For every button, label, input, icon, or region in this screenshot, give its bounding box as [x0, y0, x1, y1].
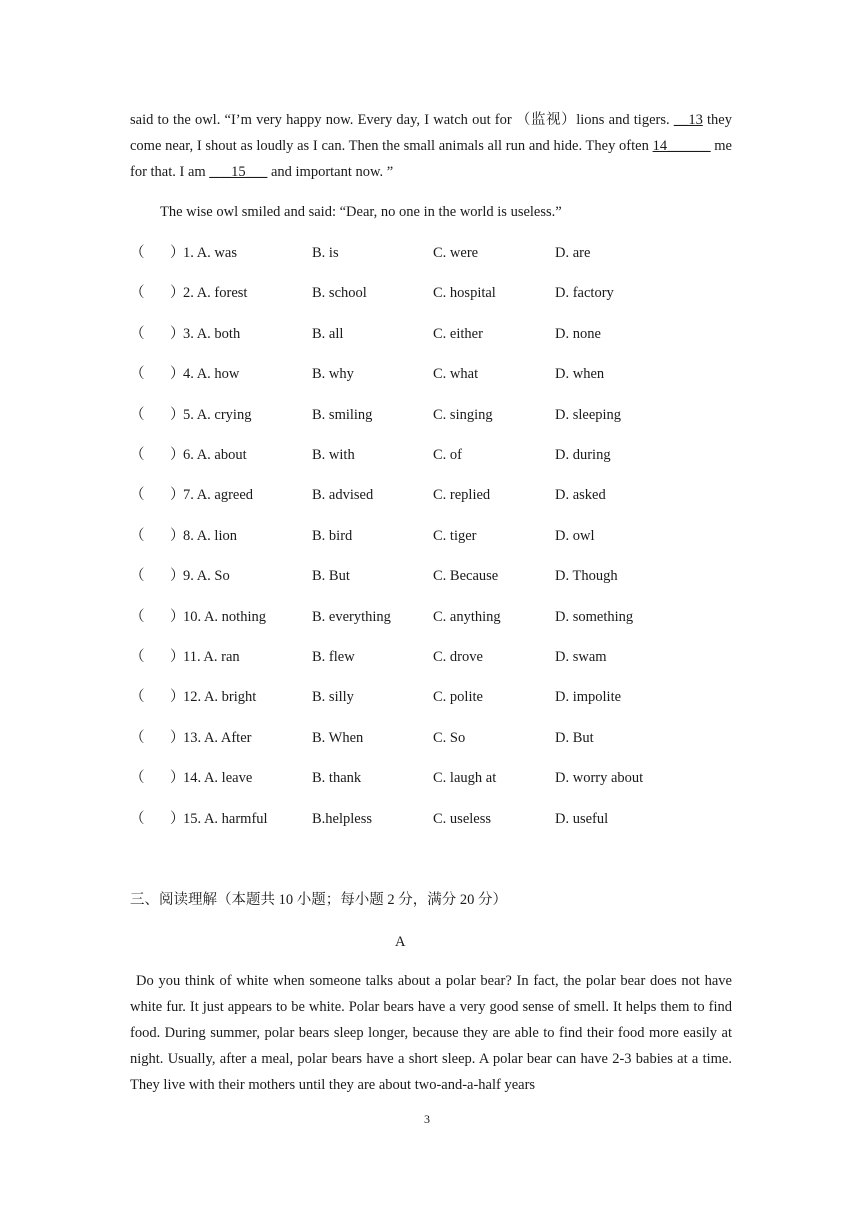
option-b: B. school	[312, 285, 367, 302]
answer-bracket: （	[130, 487, 145, 504]
option-c: C. of	[433, 447, 462, 463]
option-b: B. with	[312, 447, 355, 463]
answer-bracket: （	[130, 447, 145, 463]
option-d: D. when	[555, 366, 605, 383]
answer-bracket: （	[130, 649, 145, 665]
question-row	[130, 283, 750, 303]
answer-bracket: ）	[170, 325, 185, 342]
option-a: 3. A. both	[183, 325, 241, 342]
option-d: D. Though	[555, 568, 618, 585]
option-a: 10. A. nothing	[183, 608, 266, 625]
option-c: C. So	[433, 729, 466, 746]
section-title: 三、阅读理解（本题共 10 小题；每小题 2 分，满分 20 分）	[130, 892, 507, 908]
option-c: C. anything	[433, 608, 501, 625]
option-a: 7. A. agreed	[183, 487, 254, 504]
answer-bracket: （	[130, 406, 145, 423]
answer-bracket: （	[130, 527, 145, 544]
answer-bracket: ）	[170, 245, 185, 261]
option-d: D. worry about	[555, 770, 644, 787]
option-a: 13. A. After	[183, 729, 252, 746]
option-d: D. asked	[555, 487, 606, 504]
option-d: D. sleeping	[555, 406, 622, 423]
option-d: D. factory	[555, 285, 614, 302]
option-a: 5. A. crying	[183, 406, 252, 423]
answer-bracket: ）	[170, 568, 185, 585]
answer-bracket: ）	[170, 447, 185, 463]
option-d: D. are	[555, 245, 591, 261]
option-d: D. But	[555, 729, 594, 746]
question-row	[130, 405, 750, 425]
option-c: C. useless	[433, 810, 491, 827]
option-a: 14. A. leave	[183, 770, 253, 787]
answer-bracket: （	[130, 770, 145, 787]
option-a: 4. A. how	[183, 366, 240, 383]
passage-a: Do you think of white when someone talks about a polar bear? In fact, the polar bear does not have white fur. It just appears to be white. Polar bears have a very good sense of smell. It helps them to find food. During summer, polar bears sleep longer, because they are able to find their food more easily at night. Usually, after a meal, polar bears have a short sleep. A polar bear can have 2-3 babies at a time. They live with their mothers until they are about two-and-a-half years	[130, 973, 732, 1093]
question-row	[130, 243, 750, 263]
question-row	[130, 526, 750, 546]
passage-text: said to the owl. “I’m very happy now. Every day, I watch out for （监视）lions and tigers.	[130, 112, 674, 128]
answer-bracket: ）	[170, 729, 185, 746]
option-b: B. advised	[312, 487, 374, 504]
question-row	[130, 607, 750, 627]
answer-bracket: ）	[170, 608, 185, 625]
blank-14: 14______	[652, 138, 711, 154]
question-row	[130, 768, 750, 788]
passage-text: me for that. I am	[130, 138, 732, 180]
question-row	[130, 687, 750, 707]
option-a: 11. A. ran	[183, 649, 240, 665]
answer-bracket: ）	[170, 810, 185, 827]
option-a: 1. A. was	[183, 245, 237, 261]
page-number: 3	[424, 1112, 430, 1126]
answer-bracket: （	[130, 689, 145, 706]
option-c: C. Because	[433, 568, 499, 585]
answer-bracket: ）	[170, 689, 185, 706]
option-a: 8. A. lion	[183, 527, 237, 544]
question-row	[130, 324, 750, 344]
option-c: C. were	[433, 245, 479, 261]
option-c: C. what	[433, 366, 479, 383]
question-row	[130, 445, 750, 465]
question-row	[130, 364, 750, 384]
option-c: C. either	[433, 325, 483, 342]
option-d: D. something	[555, 608, 634, 625]
answer-bracket: （	[130, 285, 145, 302]
blank-13: __13	[673, 112, 703, 128]
option-b: B. why	[312, 366, 354, 383]
passage-text: and important now. ”	[267, 164, 394, 180]
question-row	[130, 647, 750, 667]
answer-bracket: （	[130, 608, 145, 625]
answer-bracket: ）	[170, 649, 185, 665]
option-d: D. during	[555, 447, 611, 463]
answer-bracket: ）	[170, 366, 185, 383]
option-b: B. flew	[312, 649, 355, 665]
answer-bracket: （	[130, 568, 145, 585]
answer-bracket: （	[130, 245, 145, 261]
option-c: C. hospital	[433, 285, 496, 302]
option-b: B. But	[312, 568, 350, 585]
option-c: C. polite	[433, 689, 483, 706]
option-a: 9. A. So	[183, 568, 230, 585]
answer-bracket: ）	[170, 487, 185, 504]
option-d: D. impolite	[555, 689, 622, 706]
option-d: D. none	[555, 325, 601, 342]
answer-bracket: ）	[170, 285, 185, 302]
option-c: C. drove	[433, 649, 483, 665]
option-c: C. tiger	[433, 527, 477, 544]
option-d: D. swam	[555, 649, 607, 665]
question-row	[130, 485, 750, 505]
option-b: B. bird	[312, 527, 353, 544]
option-c: C. singing	[433, 406, 493, 423]
passage-label: A	[395, 934, 406, 950]
question-row	[130, 809, 750, 829]
question-row	[130, 566, 750, 586]
option-c: C. laugh at	[433, 770, 497, 787]
answer-bracket: ）	[170, 406, 185, 423]
question-row	[130, 728, 750, 748]
answer-bracket: （	[130, 729, 145, 746]
option-b: B. is	[312, 245, 339, 261]
option-b: B. thank	[312, 770, 362, 787]
option-b: B. When	[312, 729, 364, 746]
answer-bracket: ）	[170, 770, 185, 787]
passage-text: they come near, I shout as loudly as I can. Then the small animals all run and hide. They often	[130, 112, 732, 154]
option-b: B. silly	[312, 689, 354, 706]
option-a: 12. A. bright	[183, 689, 257, 706]
answer-bracket: （	[130, 810, 145, 827]
answer-bracket: （	[130, 325, 145, 342]
passage-ending	[130, 107, 732, 185]
option-b: B.helpless	[312, 810, 373, 827]
option-d: D. useful	[555, 810, 609, 827]
answer-bracket: ）	[170, 527, 185, 544]
option-b: B. smiling	[312, 406, 373, 423]
answer-bracket: （	[130, 366, 145, 383]
option-a: 2. A. forest	[183, 285, 248, 302]
option-a: 15. A. harmful	[183, 810, 268, 827]
option-b: B. everything	[312, 608, 391, 625]
option-a: 6. A. about	[183, 447, 247, 463]
option-c: C. replied	[433, 487, 491, 504]
option-d: D. owl	[555, 527, 595, 544]
owl-reply: The wise owl smiled and said: “Dear, no one in the world is useless.”	[160, 204, 562, 220]
blank-15: ___15___	[209, 164, 268, 180]
option-b: B. all	[312, 325, 344, 342]
